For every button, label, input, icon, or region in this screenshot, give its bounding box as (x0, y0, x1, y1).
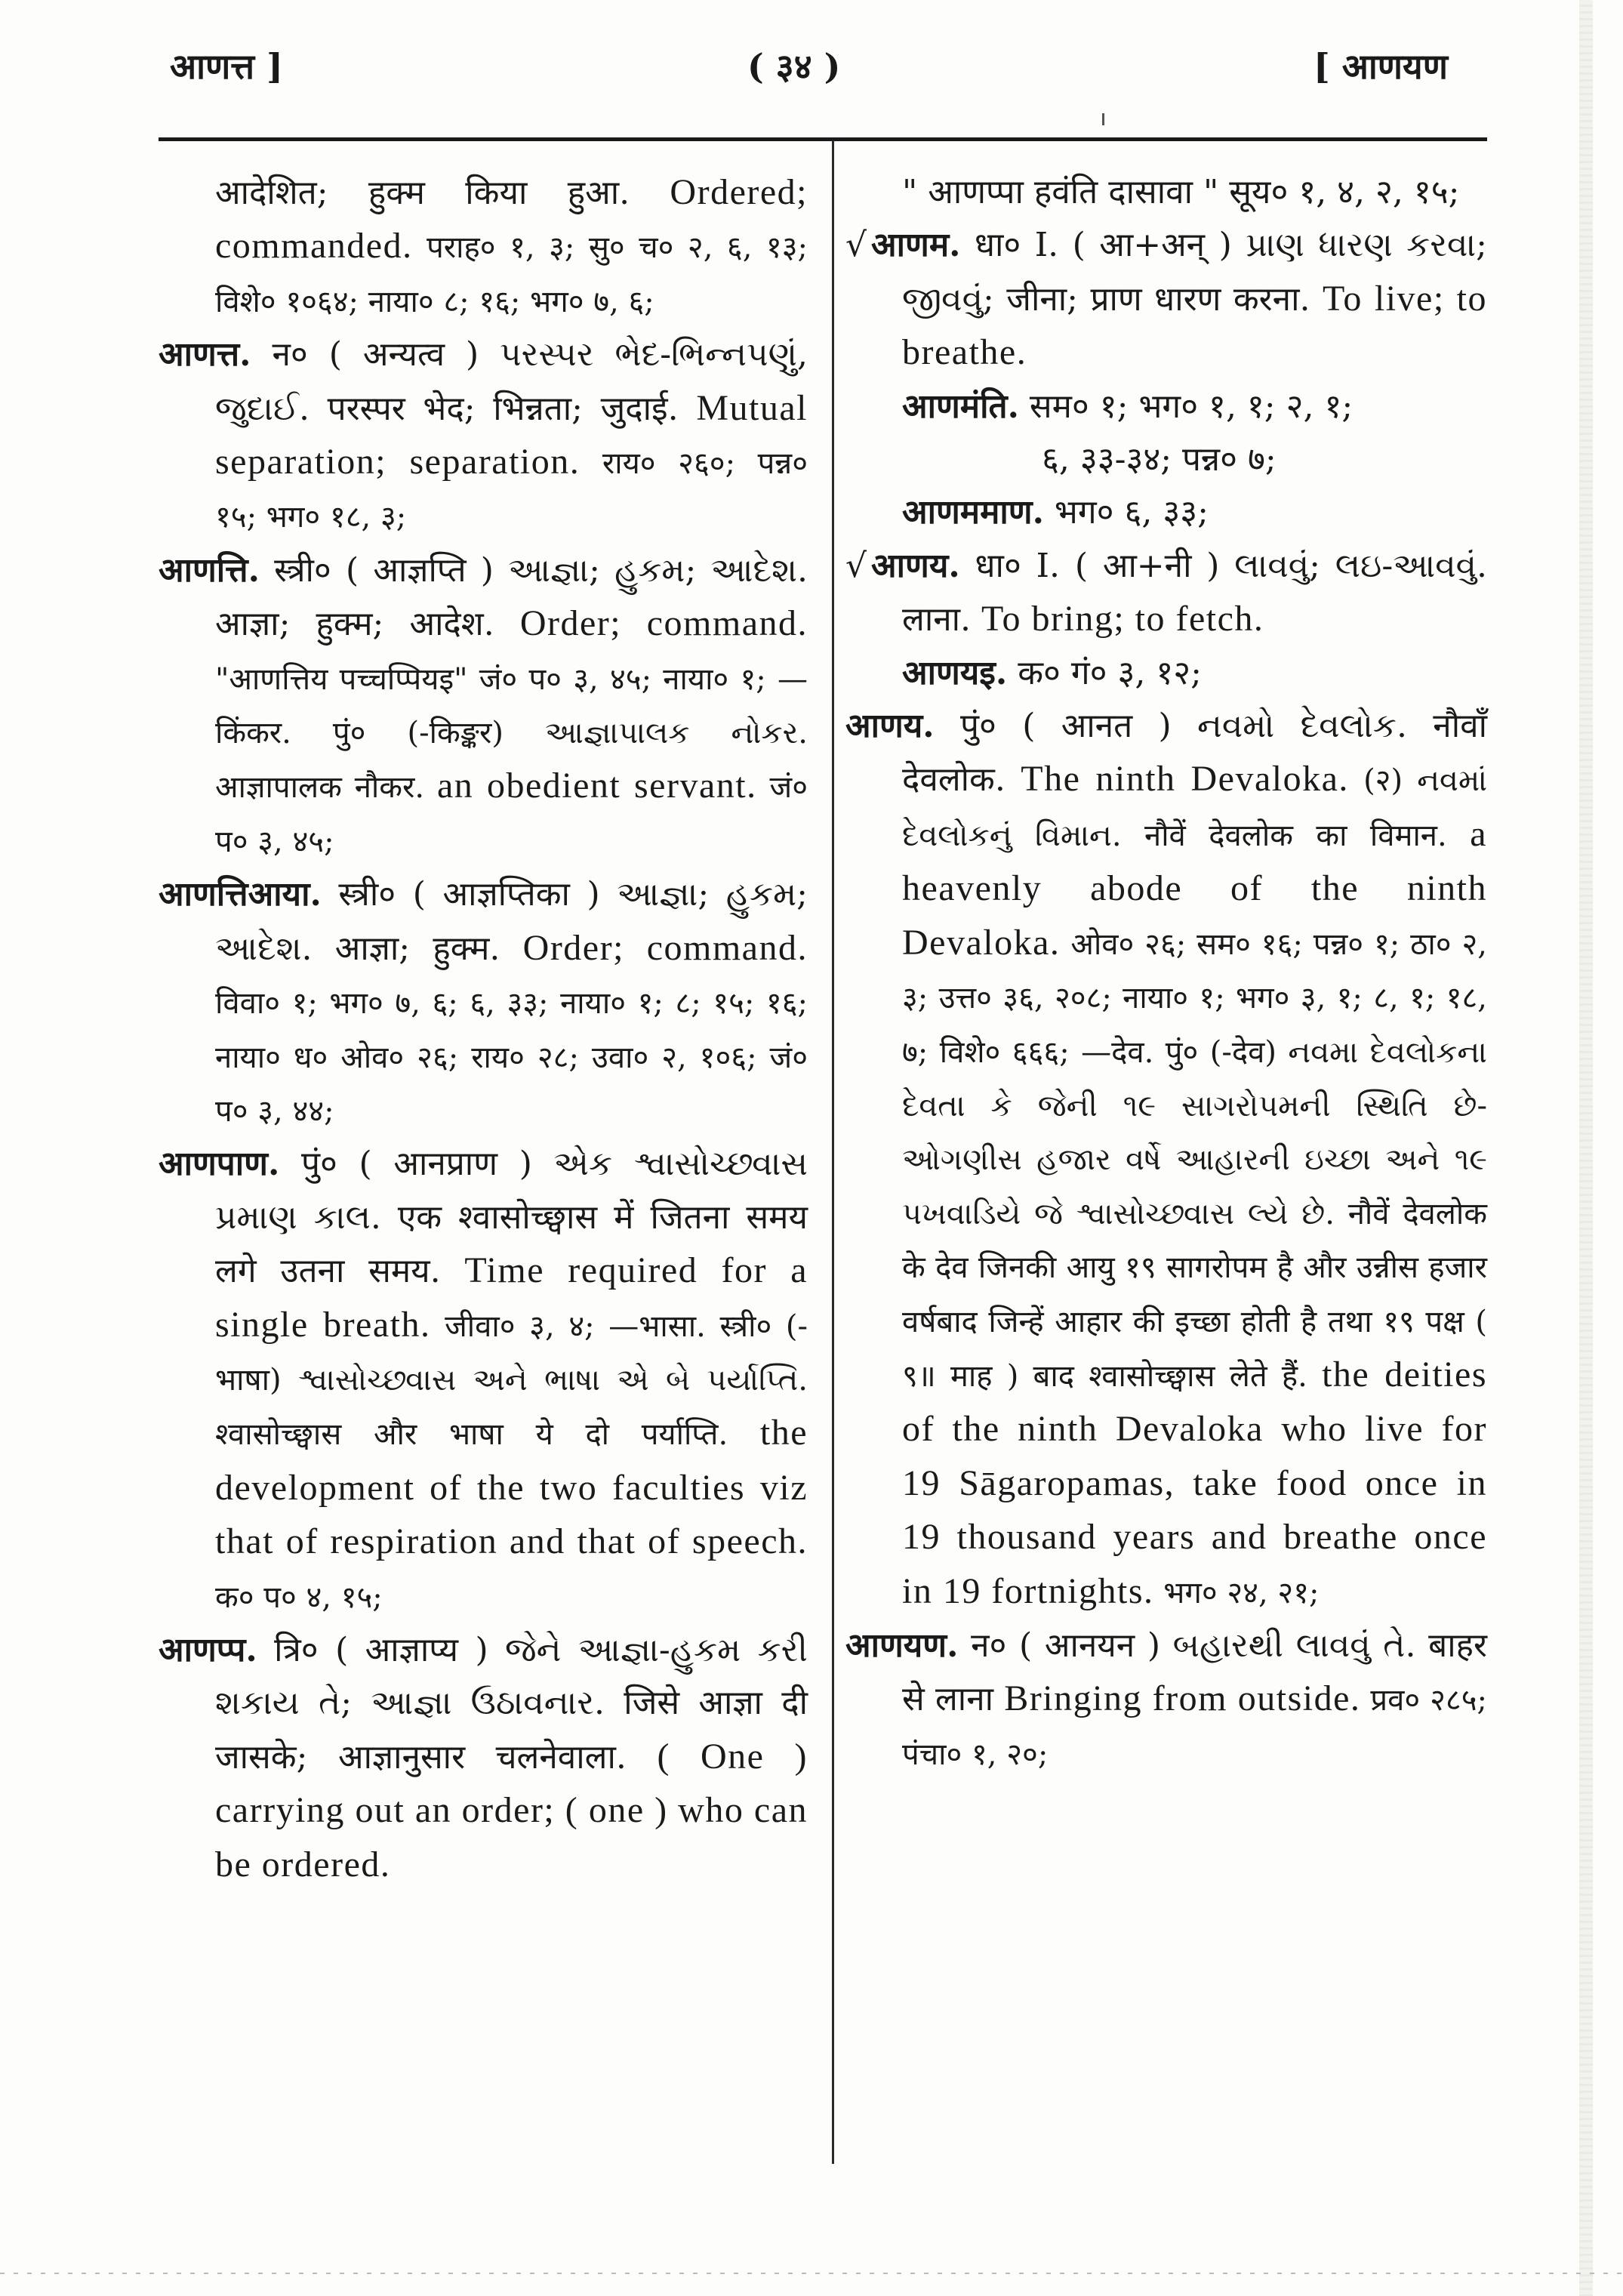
entry-english: a heavenly abode of the ninth Devaloka. (902, 813, 1487, 963)
entry-english: an obedient servant. (436, 766, 757, 806)
dictionary-entry (159, 328, 808, 544)
bottom-scan-dots (0, 2273, 1623, 2274)
header-right-guideword: [ आणयण (1313, 46, 1448, 87)
entry-english: Mutual separation; separation. (215, 387, 808, 482)
entry-text: त्रि० ( आज्ञाप्य ) જેને આજ્ઞા-હુકમ કરી શકાય તે; આજ્ઞા ઉઠાવનાર. जिसे आज्ञा दी जासके; आज्ञानुसार चलनेवाला. (215, 1630, 808, 1777)
entry-headword: आणयइ. (902, 653, 1008, 692)
entry-english: the deities of the ninth Devaloka who live for 19 Sāgaropamas, take food once in 19 thousand years and breathe once in 19 fortnights. (902, 1354, 1488, 1611)
entry-text: ६, ३३-३४; पन्न० ७; (1042, 440, 1277, 479)
entry-headword: आणत्ति. (159, 550, 260, 590)
check-mark: √ (845, 546, 867, 585)
entry-refs: "आणत्तिय पच्चप्पियइ" जं० प० ३, ४५; नाया० १; —किंकर. पुं० (-किङ्कर) આજ્ઞાપાલક નોકર. आज्ञापालक नौकर. (215, 661, 808, 806)
entry-refs: विवा० १; भग० ७, ६; ६, ३३; नाया० १; ८; १५; १६; नाया० ध० ओव० २६; राय० २८; उवा० २, १०६; जं० प० ३, ४४; (215, 986, 808, 1129)
dictionary-entry (845, 1620, 1487, 1781)
entry-english: The ninth Devaloka. (1021, 759, 1349, 800)
check-mark: √ (845, 226, 867, 265)
entry-text: धा० I. ( आ+अन् ) પ્રાણ ધારણ કરવા; જીવવું; जीना; प्राण धारण करना. (902, 226, 1487, 319)
dictionary-entry (159, 544, 808, 868)
entry-text: न० ( आनयन ) બહારથી લાવવું તે. बाहर से लाना (902, 1626, 1487, 1719)
dictionary-entry (845, 166, 1487, 219)
entry-text: पुं० ( आनप्राण ) એક શ્વાસોચ્છ્વાસ પ્રમાણ કાલ. एक श्वासोच्छ्वास में जितना समय लगे उतना समय. (215, 1145, 808, 1291)
entry-refs: पराह० १, ३; सु० च० २, ६, १३; विशे० १०६४; नाया० ८; १६; भग० ७, ६; (215, 230, 808, 319)
dictionary-entry (845, 433, 1487, 486)
right-column (845, 166, 1487, 1781)
entry-english: To bring; to fetch. (981, 599, 1264, 639)
entry-headword: आणत्त. (159, 335, 251, 374)
left-column (159, 166, 808, 1892)
entry-refs: जं० प० ३, ४५; (215, 770, 808, 859)
entry-headword: आणयण. (845, 1626, 959, 1665)
entry-text: " आणप्पा हवंति दासावा " सूय० १, ४, २, १५; (902, 173, 1460, 211)
entry-headword: आणम. (871, 226, 961, 265)
entry-text: न० ( अन्यत्व ) પરસ્પર ભેદ-ભિન્નપણું, જુદાઈ. परस्पर भेद; भिन्नता; जुदाई. (215, 335, 808, 428)
entry-english: To live; to breathe. (902, 278, 1488, 373)
entry-english: ( One ) carrying out an order; ( one ) who can be ordered. (215, 1736, 808, 1885)
entry-refs: ओव० २६; सम० १६; पन्न० १; ठा० २, ३; उत्त० ३६, २०८; नाया० १; भग० ३, १; ८, १; १८, ७; विशे० ६६६; —देव. पुं० (-देव) નવમા દેવલોકના દેવતા કે જેની ૧૯ સાગરોપમની સ્થિતિ છે-ઓગણીસ હજાર વર્ષે આહારની ઇચ્છા અને ૧૯ પખવાડિયે જે શ્વાસોચ્છ્વાસ લ્યે છે. नौवें देवलोक के देव जिनकी आयु १९ सागरोपम है और उन्नीस हजार वर्षबाद जिन्हें आहार की इच्छा होती है तथा १९ पक्ष ( ९॥ माह ) बाद श्वासोच्छ्वास लेते हैं. (902, 926, 1487, 1394)
entry-english: Bringing from outside. (1004, 1678, 1361, 1719)
entry-english: Order; command. (519, 603, 808, 644)
dictionary-entry (159, 1624, 808, 1892)
entry-text: भग० ६, ३३; (1043, 493, 1209, 532)
dictionary-entry (845, 381, 1487, 433)
dictionary-entry (845, 647, 1487, 700)
entry-english: Order; command. (522, 927, 808, 968)
entry-headword: आणय. (845, 707, 935, 746)
header-left-guideword: आणत्त ] (170, 46, 283, 87)
dictionary-entry (845, 486, 1487, 539)
entry-text: पुं० ( आनत ) નવમો દેવલોક. नौवाँ देवलोक. (902, 707, 1487, 800)
header-rule (159, 137, 1487, 141)
entry-headword: आणममाण. (902, 493, 1044, 532)
entry-text: आदेशित; हुक्म किया हुआ. (215, 174, 670, 212)
entry-text: धा० I. ( आ+नी ) લાવવું; લઇ-આવવું. लाना. (902, 546, 1487, 639)
entry-text: स्त्री० ( आज्ञप्ति ) આજ્ઞા; હુકમ; આદેશ. आज्ञा; हुक्म; आदेश. (215, 550, 808, 644)
entry-english: the development of the two faculties viz that of respiration and that of speech. (215, 1413, 808, 1562)
dictionary-entry (845, 700, 1487, 1620)
entry-refs: राय० २६०; पन्न० १५; भग० १८, ३; (215, 446, 808, 535)
dictionary-entry (845, 540, 1487, 647)
entry-english: Ordered; commanded. (215, 172, 808, 267)
page-edge-scan (1579, 0, 1593, 2296)
entry-text: क० गं० ३, १२; (1007, 653, 1202, 692)
dictionary-entry (159, 166, 808, 328)
print-mark (1102, 113, 1104, 125)
entry-english: Time required for a single breath. (215, 1250, 808, 1345)
entry-headword: आणमंति. (902, 387, 1019, 426)
dictionary-entry (845, 219, 1487, 380)
entry-headword: आणप्प. (159, 1630, 257, 1669)
entry-text: सम० १; भग० १, १; २, १; (1018, 387, 1354, 426)
dictionary-entry (159, 868, 808, 1138)
entry-text: स्त्री० ( आज्ञप्तिका ) આજ્ઞા; હુકમ; આદેશ. आज्ञा; हुक्म. (215, 875, 808, 968)
column-divider (832, 140, 834, 2164)
dictionary-entry (159, 1138, 808, 1624)
entry-headword: आणपाण. (159, 1145, 280, 1184)
page-number: ( ३४ ) (747, 46, 841, 87)
entry-headword: आणत्तिआया. (159, 875, 322, 914)
entry-refs: भग० २४, २१; (1153, 1575, 1320, 1610)
entry-refs: जीवा० ३, ४; —भासा. स्त्री० (-भाषा) શ્વાસોચ્છ્વાસ અને ભાષા એ બે પર્યાપ્તિ. श्वासोच्छ्वास और भाषा ये दो पर्याप्ति. (215, 1308, 808, 1453)
entry-refs: प्रव० २८५; पंचा० १, २०; (902, 1683, 1488, 1772)
entry-refs: (२) નવમાં દેવલોકનું વિમાન. नौवें देवलोक का विमान. (902, 763, 1488, 853)
entry-headword: आणय. (871, 546, 960, 585)
entry-refs: क० प० ४, १५; (215, 1579, 383, 1615)
